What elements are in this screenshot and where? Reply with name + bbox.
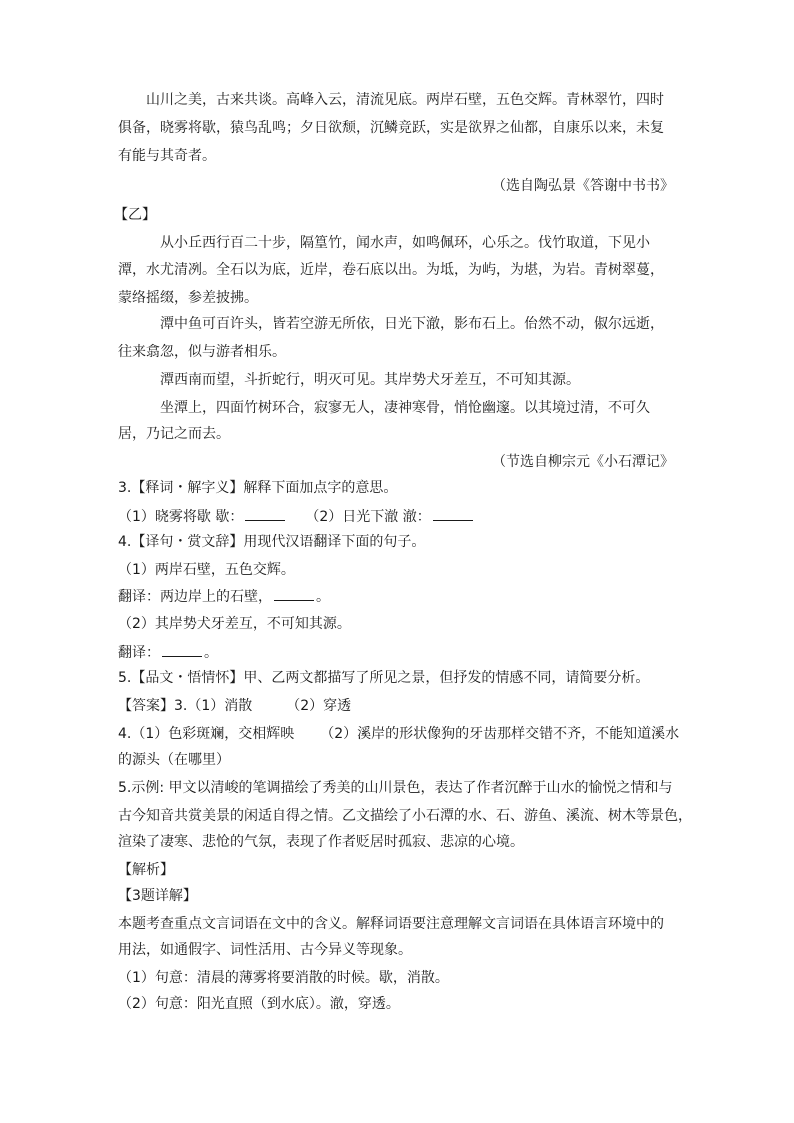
question-4-item-2: （2）其岸势犬牙差互，不可知其源。 <box>118 616 351 632</box>
answer-label: 【答案】 <box>118 698 174 714</box>
translation-suffix: 。 <box>204 645 218 661</box>
analysis-line: （1）句意：清晨的薄雾将要消散的时候。歇，消散。 <box>118 970 449 986</box>
passage-b-line: 居，乃记之而去。 <box>118 426 230 442</box>
passage-b-line: 蒙络摇缀，参差披拂。 <box>118 290 258 306</box>
passage-a-line: 俱备，晓雾将歇，猿鸟乱鸣；夕日欲颓，沉鳞竞跃，实是欲界之仙都，自康乐以来，未复 <box>118 120 664 136</box>
answer-blank[interactable] <box>162 642 202 657</box>
translation-suffix: 。 <box>316 589 330 605</box>
passage-b-line: 往来翕忽，似与游者相乐。 <box>118 344 286 360</box>
analysis-sub-label: 【3题详解】 <box>118 888 197 904</box>
analysis-line: （2）句意：阳光直照（到水底）。澈，穿透。 <box>118 996 400 1012</box>
question-4-translation-1 <box>118 586 674 607</box>
answer-5-line: 渲染了凄寒、悲怆的气氛，表现了作者贬居时孤寂、悲凉的心境。 <box>118 834 524 850</box>
answer-blank[interactable] <box>245 506 285 521</box>
question-5-title: 5.【品文・悟情怀】甲、乙两文都描写了所见之景，但抒发的情感不同，请简要分析。 <box>118 670 650 686</box>
answer-row-4 <box>118 724 680 744</box>
answer-5-line: 5.示例: 甲文以清峻的笔调描绘了秀美的山川景色，表达了作者沉醉于山水的愉悦之情和与 <box>118 780 673 796</box>
passage-b-label: 【乙】 <box>114 207 156 223</box>
answer-blank[interactable] <box>433 506 473 521</box>
translation-prefix: 翻译：两边岸上的石壁， <box>118 589 272 605</box>
answer-blank[interactable] <box>274 586 314 601</box>
passage-b-line: 潭，水尤清冽。全石以为底，近岸，卷石底以出。为坻，为屿，为堪，为岩。青树翠蔓， <box>118 262 664 278</box>
analysis-line: 本题考查重点文言词语在文中的含义。解释词语要注意理解文言词语在具体语言环境中的 <box>118 916 664 932</box>
passage-b-source: （节选自柳宗元《小石潭记》 <box>492 454 674 470</box>
question-3-item-2: （2）日光下澈 澈： <box>305 509 431 525</box>
answer-4-1: 4.（1）色彩斑斓，交相辉映 <box>118 726 295 742</box>
answer-3-1: 3.（1）消散 <box>174 698 253 714</box>
answer-3-2: （2）穿透 <box>286 698 352 714</box>
answer-4-2-cont: 的源头（在哪里） <box>118 752 230 768</box>
question-3-items <box>118 506 674 527</box>
passage-b-line: 潭西南而望，斗折蛇行，明灭可见。其岸势犬牙差互，不可知其源。 <box>160 372 580 388</box>
passage-b-line: 从小丘西行百二十步，隔篁竹，闻水声，如鸣佩环，心乐之。伐竹取道，下见小 <box>160 235 650 251</box>
translation-prefix: 翻译： <box>118 645 160 661</box>
analysis-label: 【解析】 <box>118 862 174 878</box>
answer-5-line: 古今知音共赏美景的闲适自得之情。乙文描绘了小石潭的水、石、游鱼、溪流、树木等景色， <box>118 808 692 824</box>
question-4-item-1: （1）两岸石壁，五色交辉。 <box>118 562 295 578</box>
question-3-title: 3.【释词・解字义】解释下面加点字的意思。 <box>118 480 398 496</box>
question-4-title: 4.【译句・赏文辞】用现代汉语翻译下面的句子。 <box>118 534 426 550</box>
question-4-translation-2 <box>118 642 674 663</box>
question-3-item-1: （1）晓雾将歇 歇： <box>118 509 244 525</box>
passage-a-source: （选自陶弘景《答谢中书书》 <box>492 178 674 194</box>
passage-a-line: 有能与其奇者。 <box>118 148 216 164</box>
answer-4-2: （2）溪岸的形状像狗的牙齿那样交错不齐，不能知道溪水 <box>320 726 680 742</box>
passage-b-line: 潭中鱼可百许头，皆若空游无所依，日光下澈，影布石上。佁然不动，俶尔远逝， <box>160 316 664 332</box>
answer-row-3 <box>118 696 674 716</box>
passage-a-line: 山川之美，古来共谈。高峰入云，清流见底。两岸石壁，五色交辉。青林翠竹，四时 <box>146 92 664 108</box>
passage-b-line: 坐潭上，四面竹树环合，寂寥无人，凄神寒骨，悄怆幽邃。以其境过清，不可久 <box>160 400 650 416</box>
analysis-line: 用法，如通假字、词性活用、古今异义等现象。 <box>118 942 412 958</box>
